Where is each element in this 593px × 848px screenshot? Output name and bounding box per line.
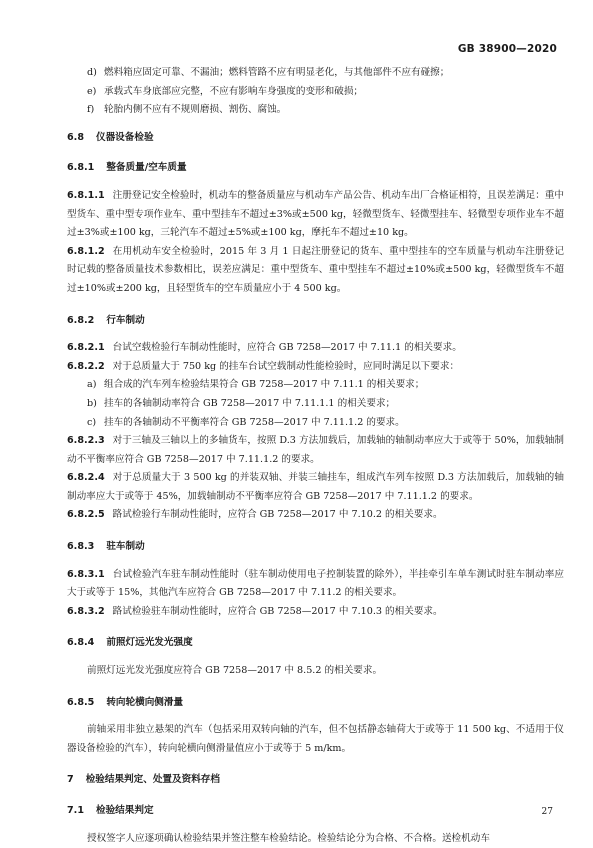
clause-6-8-2-4: 6.8.2.4 对于总质量大于 3 500 kg 的并装双轴、并装三轴挂车，组成汽车列车按照 D.3 方法加载后，加载轴的轴制动率应大于或等于 45%，加载轴制动不平衡率应符合 GB 7258—2017 中 7.11.1.2 的要求。 (67, 472, 564, 502)
paragraph-7-1: 授权签字人应逐项确认检验结果并签注整车检验结论。检验结论分为合格、不合格。送检机动车 (87, 832, 490, 844)
list-item: c) 挂车的各轴制动不平衡率符合 GB 7258—2017 中 7.11.1.2 的要求。 (87, 416, 405, 428)
list-item: f) 轮胎内侧不应有不规则磨损、割伤、腐蚀。 (87, 104, 287, 116)
clause-6-8-3-2: 6.8.3.2 路试检验驻车制动性能时，应符合 GB 7258—2017 中 7.10.3 的相关要求。 (67, 605, 443, 617)
section-heading-7-1: 7.1 检验结果判定 (67, 805, 154, 816)
section-heading-6-8-3: 6.8.3 驻车制动 (67, 541, 145, 553)
document-body (67, 64, 564, 848)
list-item: a) 组合成的汽车列车检验结果符合 GB 7258—2017 中 7.11.1 的相关要求； (87, 379, 425, 391)
list-item: d) 燃料箱应固定可靠、不漏油；燃料管路不应有明显老化，与其他部件不应有碰擦； (87, 67, 450, 78)
section-heading-6-8-5: 6.8.5 转向轮横向侧滑量 (67, 696, 184, 708)
clause-6-8-2-2: 6.8.2.2 对于总质量大于 750 kg 的挂车台试空载制动性能检验时，应同时满足以下要求： (67, 360, 460, 372)
clause-6-8-3-1: 6.8.3.1 台试检验汽车驻车制动性能时（驻车制动使用电子控制装置的除外），半挂牵引车单车测试时驻车制动率应大于或等于 15%，其他汽车应符合 GB 7258—2017 中 7.11.2 的相关要求。 (67, 568, 564, 599)
section-heading-6-8: 6.8 仪器设备检验 (67, 131, 154, 143)
section-heading-6-8-1: 6.8.1 整备质量/空车质量 (67, 162, 187, 174)
clause-6-8-1-2: 6.8.1.2 在用机动车安全检验时，2015 年 3 月 1 日起注册登记的货车、重中型挂车的空车质量与机动车注册登记时记载的整备质量技术参数相比，误差应满足：重中型货车、重中型挂车不超过±10%或±500 kg，轻微型货车不超过±10%或±200 kg，且轻型货车的空车质量应小于 4 500 kg。 (67, 245, 564, 294)
paragraph-6-8-4: 前照灯远光发光强度应符合 GB 7258—2017 中 8.5.2 的相关要求。 (87, 665, 383, 677)
clause-6-8-2-5: 6.8.2.5 路试检验行车制动性能时，应符合 GB 7258—2017 中 7.10.2 的相关要求。 (67, 509, 443, 521)
section-heading-6-8-4: 6.8.4 前照灯远光发光强度 (67, 637, 193, 649)
clause-6-8-2-3: 6.8.2.3 对于三轴及三轴以上的多轴货车，按照 D.3 方法加载后，加载轴的轴制动率应大于或等于 50%，加载轴制动不平衡率应符合 GB 7258—2017 中 7.11.1.2 的要求。 (67, 435, 564, 465)
paragraph-6-8-5: 前轴采用非独立悬架的汽车（包括采用双转向轴的汽车，但不包括静态轴荷大于或等于 11 500 kg、不适用于仪器设备检验的汽车），转向轮横向侧滑量值应小于或等于 5 m/km。 (67, 724, 564, 754)
section-heading-7: 7 检验结果判定、处置及资料存档 (67, 774, 220, 786)
page-number: 27 (541, 807, 553, 818)
clause-6-8-1-1: 6.8.1.1 注册登记安全检验时，机动车的整备质量应与机动车产品公告、机动车出厂合格证相符，且误差满足：重中型货车、重中型专项作业车、重中型挂车不超过±3%或±500 kg，轻微型货车、轻微型挂车、轻微型专项作业车不超过±3%或±100 kg，三轮汽车不超过±5%或±100 kg，摩托车不超过±10 kg。 (67, 189, 564, 239)
list-item: e) 承载式车身底部应完整，不应有影响车身强度的变形和破损； (87, 85, 364, 97)
list-item: b) 挂车的各轴制动率符合 GB 7258—2017 中 7.11.1.1 的相关要求； (87, 397, 396, 409)
clause-6-8-2-1: 6.8.2.1 台试空载检验行车制动性能时，应符合 GB 7258—2017 中 7.11.1 的相关要求。 (67, 342, 462, 354)
section-heading-6-8-2: 6.8.2 行车制动 (67, 314, 145, 326)
standard-code-header: GB 38900—2020 (457, 43, 557, 55)
